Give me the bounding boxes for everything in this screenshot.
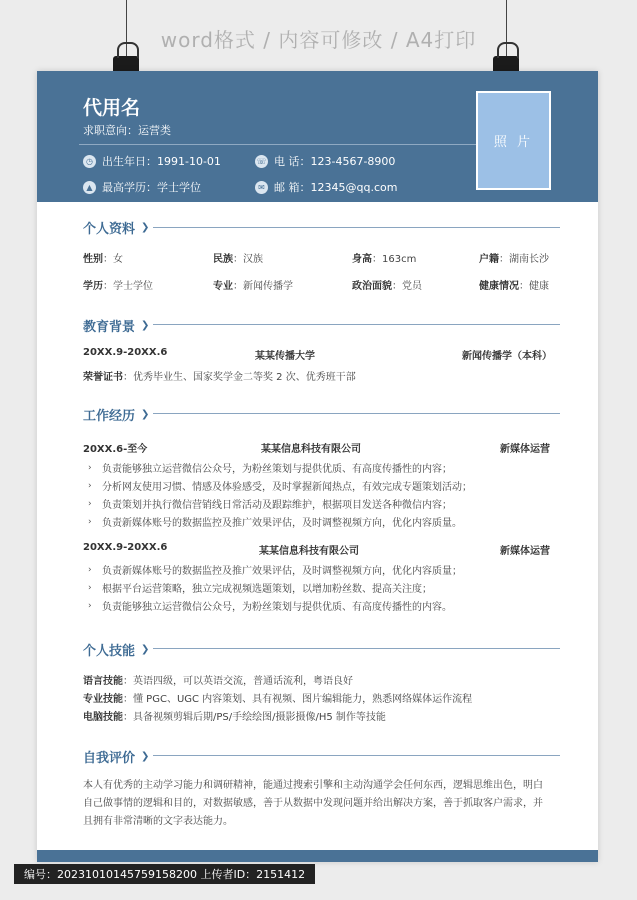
photo-label: 照 片	[493, 135, 534, 150]
profile-height	[352, 250, 416, 265]
job-company: 某某信息科技有限公司	[261, 444, 361, 455]
bullet-chevron-icon: ›	[88, 564, 92, 575]
field-value: ：优秀毕业生、国家奖学金二等奖 2 次、优秀班干部	[123, 372, 356, 383]
profile-politics	[352, 277, 422, 292]
chevron-right-icon: ❯	[141, 751, 150, 762]
field-value: ：具备视频剪辑后期/PS/手绘绘图/摄影摄像/H5 制作等技能	[123, 712, 386, 723]
education-period: 20XX.9-20XX.6	[83, 347, 168, 358]
bullet-chevron-icon: ›	[88, 462, 92, 473]
banner-text: word格式 / 内容可修改 / A4打印	[160, 28, 477, 52]
id-footer-text: 编号：20231010145759158200 上传者ID：2151412	[24, 868, 306, 881]
field-value: ：163cm	[372, 254, 417, 265]
section-self-title	[83, 747, 149, 766]
field-value: ：英语四级，可以英语交流，普通话流利，粤语良好	[123, 676, 353, 687]
field-label: 学历	[83, 281, 103, 292]
education-honors	[83, 368, 356, 383]
job-duty-item	[88, 562, 462, 577]
profile-gender	[83, 250, 123, 265]
field-value: ：汉族	[233, 254, 263, 265]
field-label: 户籍	[479, 254, 499, 265]
field-label: 民族	[213, 254, 233, 265]
self-evaluation-line: 本人有优秀的主动学习能力和调研精神，能通过搜索引擎和主动沟通学会任何东西，逻辑思维出色，明白	[83, 780, 543, 791]
duty-text: 负责能够独立运营微信公众号，为粉丝策划与提供优质、有高度传播性的内容；	[102, 464, 452, 475]
resume-sheet	[37, 71, 598, 862]
section-work-title	[83, 405, 149, 424]
field-label: 语言技能	[83, 676, 123, 687]
duty-text: 负责能够独立运营微信公众号，为粉丝策划与提供优质、有高度传播性的内容。	[102, 602, 452, 613]
duty-text: 分析网友使用习惯、情感及体验感受，及时掌握新闻热点，有效完成专题策划活动；	[102, 482, 472, 493]
resume-footer-bar	[37, 850, 598, 862]
bullet-chevron-icon: ›	[88, 516, 92, 527]
email-text: 邮 箱：12345@qq.com	[274, 181, 398, 194]
job-period: 20XX.9-20XX.6	[83, 542, 168, 553]
profile-degree	[83, 277, 153, 292]
graduation-icon: ▲	[83, 181, 96, 194]
profile-ethnicity	[213, 250, 263, 265]
education-text: 最高学历：学士学位	[102, 181, 201, 194]
field-label: 健康情况	[479, 281, 519, 292]
chevron-right-icon: ❯	[141, 409, 150, 420]
job-period: 20XX.6-至今	[83, 444, 148, 455]
phone-text: 电 话：123-4567-8900	[274, 155, 396, 168]
birth-text: 出生年日：1991-10-01	[102, 155, 221, 168]
id-footer-bar	[14, 864, 315, 884]
section-title-text: 教育背景	[83, 320, 136, 335]
birth-info	[83, 153, 221, 169]
phone-info	[255, 153, 395, 169]
chevron-right-icon: ❯	[141, 320, 150, 331]
resume-header	[37, 71, 598, 202]
self-evaluation-line: 且拥有非常清晰的文字表达能力。	[83, 816, 233, 827]
job-intent: 求职意向：运营类	[83, 124, 171, 137]
skill-professional	[83, 690, 472, 705]
email-info	[255, 179, 397, 195]
skill-language	[83, 672, 353, 687]
field-value: ：健康	[519, 281, 549, 292]
duty-text: 负责新媒体账号的数据监控及推广效果评估，及时调整视频方向，优化内容质量。	[102, 518, 462, 529]
self-evaluation-text	[83, 777, 560, 831]
field-value: ：女	[103, 254, 123, 265]
phone-icon: ☏	[256, 156, 267, 166]
duty-text: 根据平台运营策略，独立完成视频选题策划，以增加粉丝数、提高关注度；	[102, 584, 432, 595]
education-info	[83, 179, 201, 195]
skill-computer	[83, 708, 386, 723]
profile-health	[479, 277, 549, 292]
profile-major	[213, 277, 293, 292]
candidate-name: 代用名	[83, 97, 141, 119]
field-value: ：党员	[392, 281, 422, 292]
field-value: ：新闻传播学	[233, 281, 293, 292]
job-duty-item	[88, 598, 452, 613]
job-duty-item	[88, 580, 432, 595]
section-divider	[153, 413, 560, 414]
duty-text: 负责新媒体账号的数据监控及推广效果评估，及时调整视频方向，优化内容质量；	[102, 566, 462, 577]
chevron-right-icon: ❯	[141, 222, 150, 233]
bullet-chevron-icon: ›	[88, 600, 92, 611]
job-duty-item	[88, 460, 452, 475]
job-duty-item	[88, 496, 452, 511]
self-evaluation-line: 自己做事情的逻辑和目的，对数据敏感，善于从数据中发现问题并给出解决方案，善于抓取客户需求，并	[83, 798, 543, 809]
field-label: 电脑技能	[83, 712, 123, 723]
section-title-text: 自我评价	[83, 751, 136, 766]
education-major: 新闻传播学（本科）	[462, 351, 552, 362]
bullet-chevron-icon: ›	[88, 582, 92, 593]
field-label: 专业技能	[83, 694, 123, 705]
section-divider	[153, 755, 560, 756]
field-value: ：湖南长沙	[499, 254, 549, 265]
header-divider	[79, 144, 477, 145]
bullet-chevron-icon: ›	[88, 498, 92, 509]
field-label: 身高	[352, 254, 372, 265]
field-label: 荣誉证书	[83, 372, 123, 383]
section-divider	[153, 648, 560, 649]
field-value: ：学士学位	[103, 281, 153, 292]
mail-icon: ✉	[255, 181, 268, 194]
field-label: 性别	[83, 254, 103, 265]
section-title-text: 工作经历	[83, 409, 136, 424]
duty-text: 负责策划并执行微信营销线日常活动及跟踪维护，根据项目发送各种微信内容；	[102, 500, 452, 511]
profile-hometown	[479, 250, 549, 265]
section-divider	[153, 227, 560, 228]
section-title-text: 个人资料	[83, 222, 136, 237]
photo-placeholder	[476, 91, 551, 190]
job-duty-item	[88, 478, 472, 493]
chevron-right-icon: ❯	[141, 644, 150, 655]
section-education-title	[83, 316, 149, 335]
job-role: 新媒体运营	[500, 444, 550, 455]
education-school: 某某传播大学	[255, 351, 315, 362]
job-duty-item	[88, 514, 462, 529]
bullet-chevron-icon: ›	[88, 480, 92, 491]
section-skills-title	[83, 640, 149, 659]
job-company: 某某信息科技有限公司	[259, 546, 359, 557]
calendar-icon: ◷	[83, 155, 96, 168]
field-value: ：懂 PGC、UGC 内容策划、具有视频、图片编辑能力，熟悉网络媒体运作流程	[123, 694, 473, 705]
section-divider	[153, 324, 560, 325]
field-label: 专业	[213, 281, 233, 292]
section-profile-title	[83, 218, 149, 237]
job-role: 新媒体运营	[500, 546, 550, 557]
section-title-text: 个人技能	[83, 644, 136, 659]
field-label: 政治面貌	[352, 281, 392, 292]
